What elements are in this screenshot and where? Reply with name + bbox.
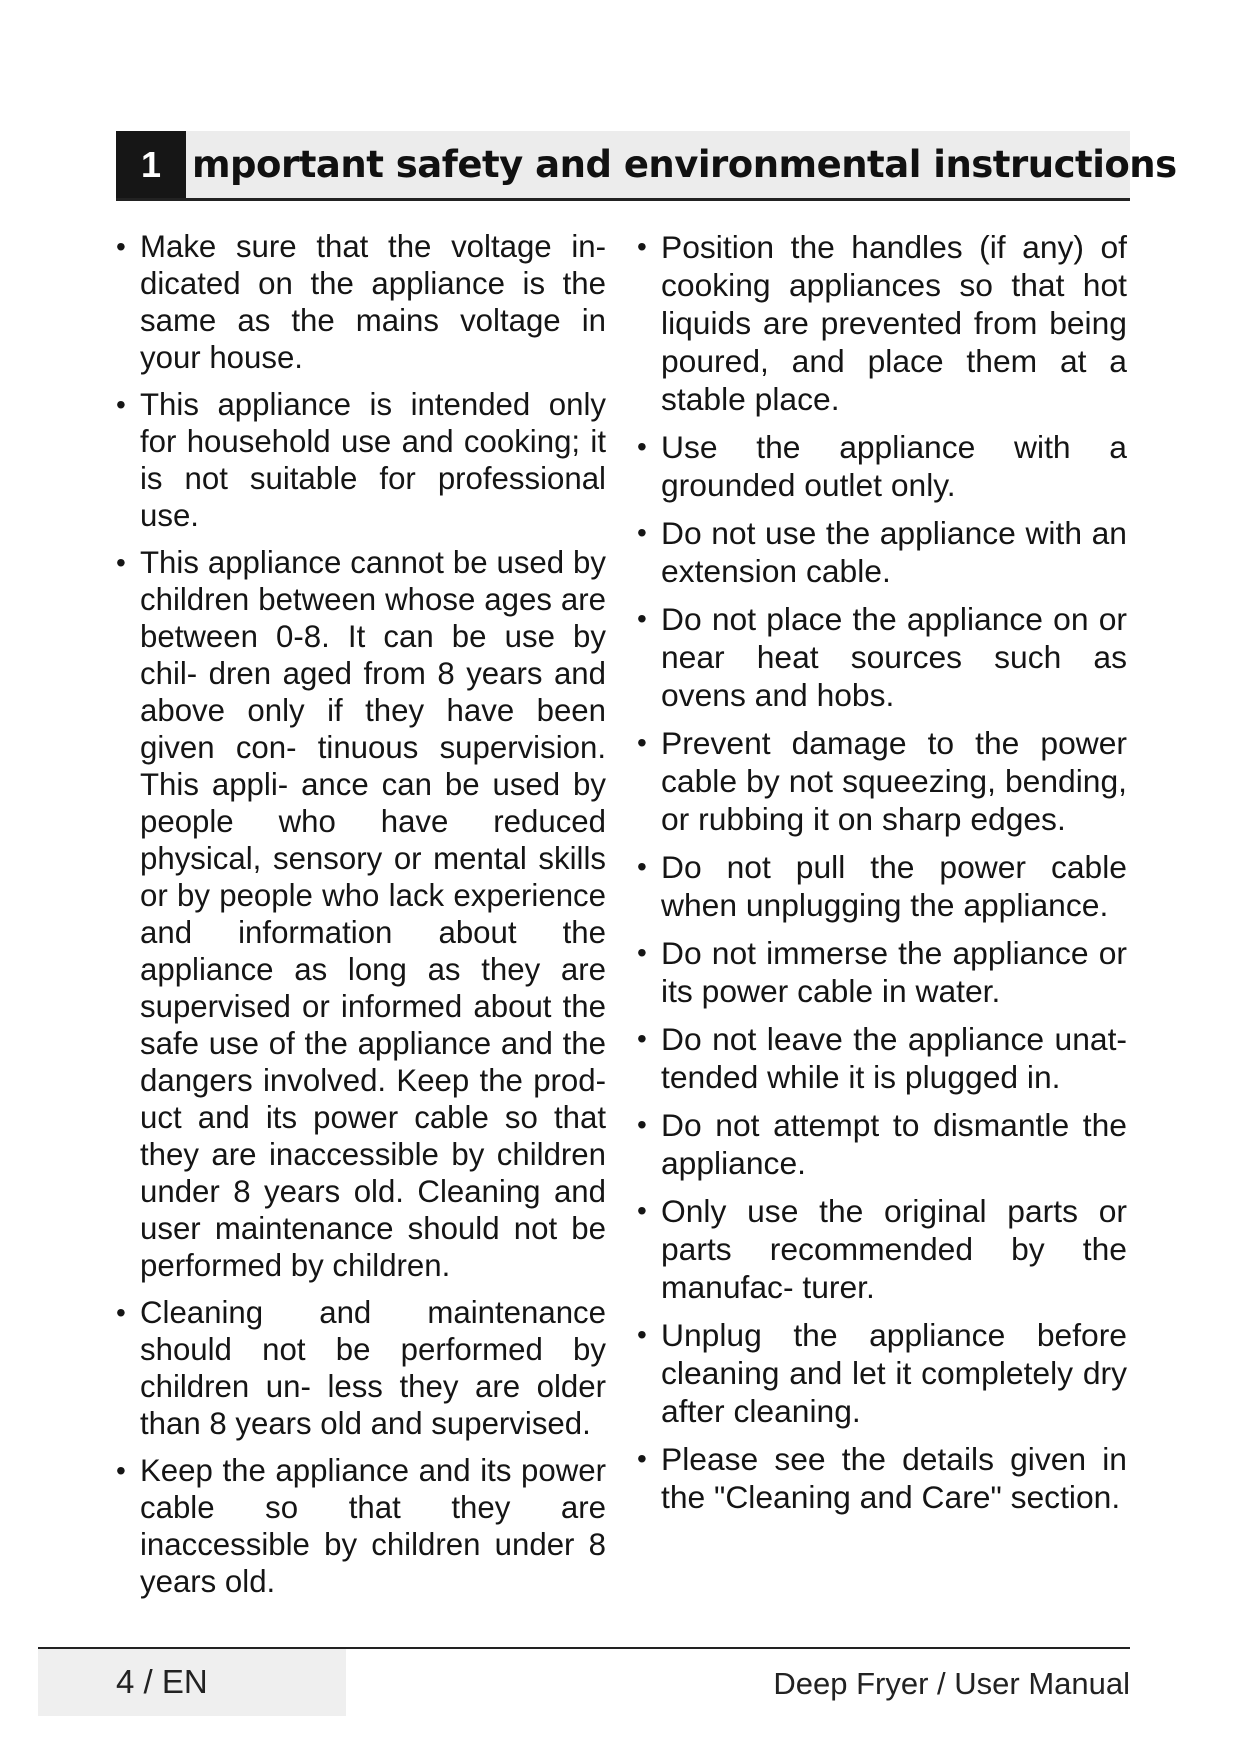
bullet-icon: •: [637, 231, 647, 262]
instruction-text: Use the appliance with a grounded outlet only.: [661, 429, 1127, 503]
bullet-icon: •: [637, 603, 647, 634]
instruction-item: [637, 1106, 1127, 1182]
bullet-icon: •: [637, 1109, 647, 1140]
instruction-text: Unplug the appliance before cleaning and let it completely dry after cleaning.: [661, 1317, 1127, 1429]
instruction-text: Please see the details given in the "Cleaning and Care" section.: [661, 1441, 1127, 1515]
instruction-text: Make sure that the voltage in- dicated on the appliance is the same as the mains voltage in your house.: [140, 229, 606, 375]
instruction-item: [637, 1192, 1127, 1306]
bullet-icon: •: [116, 547, 126, 578]
instruction-item: [637, 1316, 1127, 1430]
instruction-item: [637, 514, 1127, 590]
instruction-item: [637, 228, 1127, 418]
right-instruction-list: [637, 228, 1127, 1516]
instruction-text: This appliance cannot be used by children between whose ages are between 0-8. It can be use by chil- dren aged from 8 years and above only if they have been given con- tinuous supervision. This appli- ance can be used by people who have reduced physical, sensory or mental skills or by people who lack experience and information about the appliance as long as they are supervised or informed about the safe use of the appliance and the dangers involved. Keep the prod- uct and its power cable so that they are inaccessible by children under 8 years old. Cleaning and user maintenance should not be performed by children.: [140, 545, 606, 1283]
page-number: 4 / EN: [116, 1663, 208, 1700]
bullet-icon: •: [637, 1023, 647, 1054]
instruction-item: [637, 1020, 1127, 1096]
bullet-icon: •: [637, 1443, 647, 1474]
instruction-text: Do not pull the power cable when unplugging the appliance.: [661, 849, 1127, 923]
instruction-text: Do not use the appliance with an extension cable.: [661, 515, 1127, 589]
instruction-item: [116, 1294, 606, 1442]
instruction-item: [637, 428, 1127, 504]
manual-title: Deep Fryer / User Manual: [773, 1666, 1130, 1701]
instruction-item: [116, 544, 606, 1284]
instruction-text: Position the handles (if any) of cooking appliances so that hot liquids are prevented from being poured, and place them at a stable place.: [661, 229, 1127, 417]
instruction-text: Cleaning and maintenance should not be performed by children un- less they are older than 8 years old and supervised.: [140, 1295, 606, 1441]
bullet-icon: •: [637, 937, 647, 968]
instruction-item: [637, 1440, 1127, 1516]
instruction-item: [637, 600, 1127, 714]
instruction-item: [116, 1452, 606, 1600]
bullet-icon: •: [637, 517, 647, 548]
instruction-item: [637, 848, 1127, 924]
bullet-icon: •: [637, 1195, 647, 1226]
bullet-icon: •: [116, 231, 126, 262]
bullet-icon: •: [116, 389, 126, 420]
instruction-text: Do not attempt to dismantle the appliance.: [661, 1107, 1127, 1181]
bullet-icon: •: [637, 1319, 647, 1350]
bullet-icon: •: [637, 727, 647, 758]
bullet-icon: •: [637, 851, 647, 882]
instruction-item: [116, 386, 606, 534]
right-column: [637, 228, 1127, 1526]
instruction-item: [116, 228, 606, 376]
left-instruction-list: [116, 228, 606, 1600]
section-title: mportant safety and environmental instructions: [192, 143, 1177, 186]
bullet-icon: •: [116, 1455, 126, 1486]
section-number: 1: [116, 131, 186, 198]
left-column: [116, 228, 606, 1610]
bullet-icon: •: [637, 431, 647, 462]
instruction-item: [637, 724, 1127, 838]
section-header: [116, 131, 1177, 201]
instruction-text: Do not leave the appliance unat- tended while it is plugged in.: [661, 1021, 1127, 1095]
instruction-text: Keep the appliance and its power cable so that they are inaccessible by children under 8 years old.: [140, 1453, 606, 1599]
instruction-text: This appliance is intended only for household use and cooking; it is not suitable for professional use.: [140, 387, 606, 533]
instruction-item: [637, 934, 1127, 1010]
instruction-text: Do not immerse the appliance or its power cable in water.: [661, 935, 1127, 1009]
bullet-icon: •: [116, 1297, 126, 1328]
instruction-text: Prevent damage to the power cable by not squeezing, bending, or rubbing it on sharp edges.: [661, 725, 1127, 837]
instruction-text: Only use the original parts or parts recommended by the manufac- turer.: [661, 1193, 1127, 1305]
instruction-text: Do not place the appliance on or near heat sources such as ovens and hobs.: [661, 601, 1127, 713]
